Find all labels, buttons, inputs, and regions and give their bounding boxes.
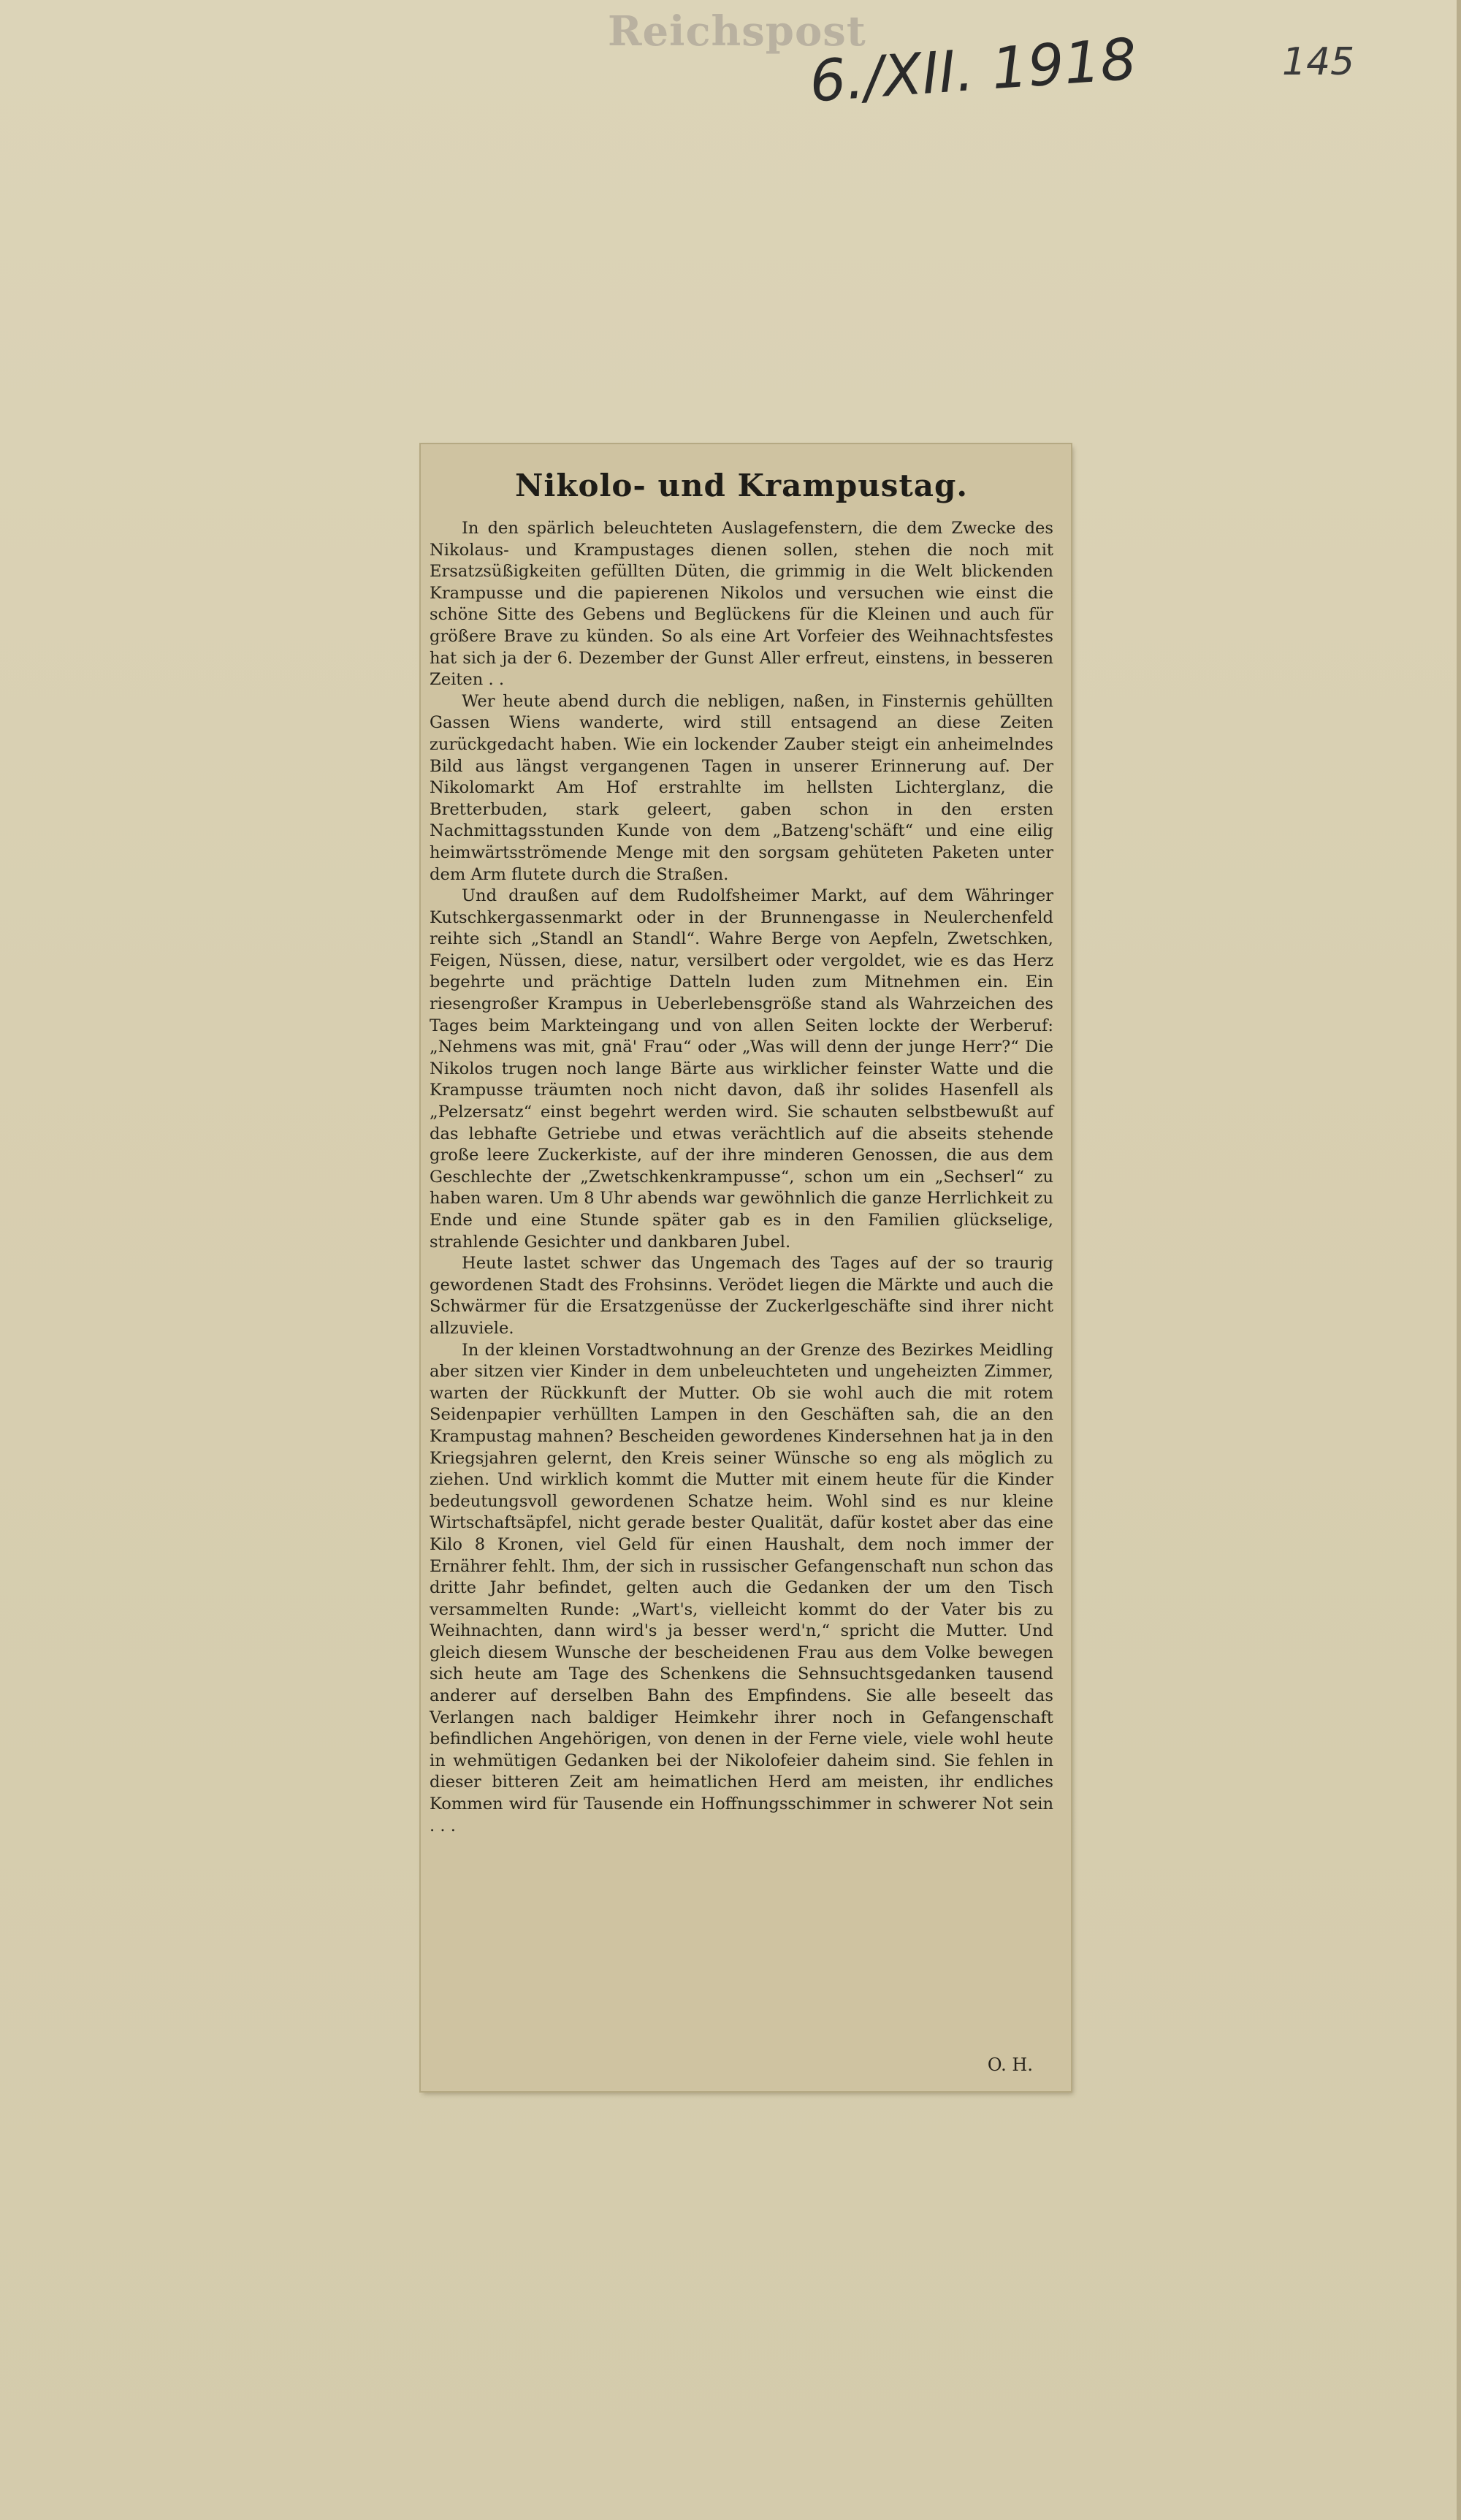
article-title: Nikolo- und Krampustag. xyxy=(515,468,968,503)
article-paragraph: In den spärlich beleuchteten Auslagefenstern, die dem Zwecke des Nikolaus- und Krampustages dienen sollen, stehen die noch mit Ersatzsüßigkeiten gefüllten Düten, die grimmig in die Welt blickenden Krampusse und die papierenen Nikolos und versuchen wie einst die schöne Sitte des Gebens und Beglückens für die Kleinen und auch für größere Brave zu künden. So als eine Art Vorfeier des Weihnachtsfestes hat sich ja der 6. Dezember der Gunst Aller erfreut, einstens, in besseren Zeiten . . xyxy=(430,519,1053,690)
article-paragraph: In der kleinen Vorstadtwohnung an der Grenze des Bezirkes Meidling aber sitzen vier Kinder in dem unbeleuchteten und ungeheizten Zimmer, warten der Rückkunft der Mutter. Ob sie wohl auch die mit rotem Seidenpapier verhüllten Lampen in den Geschäften sah, die an den Krampustag mahnen? Bescheiden gewordenes Kindersehnen hat ja in den Kriegsjahren gelernt, den Kreis seiner Wünsche so eng als möglich zu ziehen. Und wirklich kommt die Mutter mit einem heute für die Kinder bedeutungsvoll gewordenen Schatze heim. Wohl sind es nur kleine Wirtschaftsäpfel, nicht gerade bester Qualität, dafür kostet aber das eine Kilo 8 Kronen, viel Geld für einen Haushalt, dem noch immer der Ernährer fehlt. Ihm, der sich in russischer Gefangenschaft nun schon das dritte Jahr befindet, gelten auch die Gedanken der um den Tisch versammelten Runde: „Wart's, vielleicht kommt do der Vater bis zu Weihnachten, dann wird's ja besser werd'n,“ spricht die Mutter. Und gleich diesem Wunsche der bescheidenen Frau aus dem Volke bewegen sich heute am Tage des Schenkens die Sehnsuchtsgedanken tausend anderer auf derselben Bahn des Empfindens. Sie alle beseelt das Verlangen nach baldiger Heimkehr ihrer noch in Gefangenschaft befindlichen Angehörigen, von denen in der Ferne viele, viele wohl heute in wehmütigen Gedanken bei der Nikolofeier daheim sind. Sie fehlen in dieser bitteren Zeit am heimatlichen Herd am meisten, ihr endliches Kommen wird für Tausende ein Hoffnungsschimmer in schwerer Not sein . . . xyxy=(430,1340,1053,1835)
newspaper-clipping xyxy=(421,444,1071,2091)
page-number: 145 xyxy=(1282,40,1355,84)
handwritten-date: 6./XII. 1918 xyxy=(807,26,1139,115)
article-signature: O. H. xyxy=(987,2055,1033,2075)
article-paragraph: Wer heute abend durch die nebligen, naßen, in Finsternis gehüllten Gassen Wiens wanderte, wird still entsagend an diese Zeiten zurückgedacht haben. Wie ein lockender Zauber steigt ein anheimelndes Bild aus längst vergangenen Tagen in unserer Erinnerung auf. Der Nikolomarkt Am Hof erstrahlte im hellsten Lichterglanz, die Bretterbuden, stark geleert, gaben schon in den ersten Nachmittagsstunden Kunde von dem „Batzeng'schäft“ und eine eilig heimwärtsströmende Menge mit den sorgsam gehüteten Paketen unter dem Arm flutete durch die Straßen. xyxy=(430,691,1053,884)
sheet-edge xyxy=(1457,0,1461,2520)
article-paragraph: Heute lastet schwer das Ungemach des Tages auf der so traurig gewordenen Stadt des Frohsinns. Verödet liegen die Märkte und auch die Schwärmer für die Ersatzgenüsse der Zuckerlgeschäfte sind ihrer nicht allzuviele. xyxy=(430,1254,1053,1338)
article-paragraph: Und draußen auf dem Rudolfsheimer Markt, auf dem Währinger Kutschkergassenmarkt oder in der Brunnengasse in Neulerchenfeld reihte sich „Standl an Standl“. Wahre Berge von Aepfeln, Zwetschken, Feigen, Nüssen, diese, natur, versilbert oder vergoldet, wie es das Herz begehrte und prächtige Datteln luden zum Mitnehmen ein. Ein riesengroßer Krampus in Ueberlebensgröße stand als Wahrzeichen des Tages beim Markteingang und von allen Seiten lockte der Werberuf: „Nehmens was mit, gnä' Frau“ oder „Was will denn der junge Herr?“ Die Nikolos trugen noch lange Bärte aus wirklicher feinster Watte und die Krampusse träumten noch nicht davon, daß ihr solides Hasenfell als „Pelzersatz“ einst begehrt werden wird. Sie schauten selbstbewußt auf das lebhafte Getriebe und etwas verächtlich auf die abseits stehende große leere Zuckerkiste, auf der ihre minderen Genossen, die aus dem Geschlechte der „Zwetschkenkrampusse“, schon um ein „Sechserl“ zu haben waren. Um 8 Uhr abends war gewöhnlich die ganze Herrlichkeit zu Ende und eine Stunde später gab es in den Familien glückselige, strahlende Gesichter und dankbaren Jubel. xyxy=(430,886,1053,1252)
newspaper-stamp: Reichspost xyxy=(608,7,866,56)
